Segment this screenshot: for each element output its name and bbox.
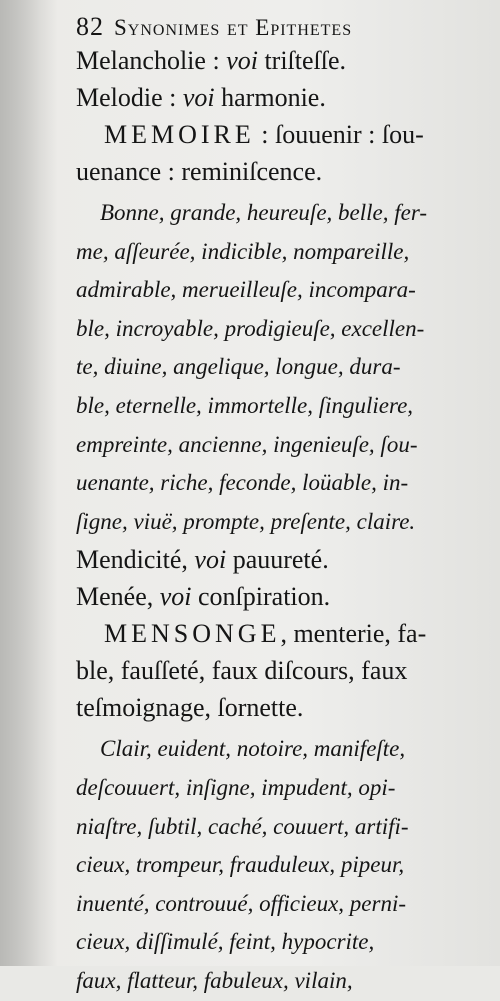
- epithet-line: cieux, trompeur, frauduleux, pipeur,: [76, 852, 405, 878]
- epithet-line: me, aſſeurée, indicible, nompareille,: [76, 238, 410, 264]
- headword-memoire: MEMOIRE: [104, 120, 255, 149]
- epithet-line: admirable, merueilleuſe, incompara-: [76, 277, 416, 303]
- epithet-line: Bonne, grande, heureuſe, belle, fer-: [100, 200, 427, 225]
- entry-mensonge: MENSONGE, menterie, fa- ble, fauſſeté, faux diſcours, faux teſmoignage, ſornette. Clair, euident, notoire, manifeſte, deſcouuert, inſigne, impudent, opi- niaſtre, ſubtil, caché, couuert, artifi- cieux, trompeur, frauduleux, pipeur, inuenté, controuué, officieux, perni- cieux, diſſimulé, feint, hypocrite, faux, flatteur, fabuleux, vilain,: [76, 615, 490, 1000]
- gutter-shadow: [0, 0, 58, 966]
- entry-melancholie: Melancholie : voi triſteſſe.: [76, 46, 347, 75]
- running-title: Synonimes et Epithetes: [114, 15, 353, 40]
- entry-mendicite: Mendicité, voi pauureté.: [76, 545, 329, 575]
- entry-menee: Menée, voi conſpiration.: [76, 582, 331, 612]
- page-number: 82: [76, 12, 104, 41]
- epithet-line: Clair, euident, notoire, manifeſte,: [100, 736, 406, 762]
- epithet-line: deſcouuert, inſigne, impudent, opi-: [76, 774, 396, 800]
- running-header: [76, 12, 490, 42]
- epithet-line: ſigne, viuë, prompte, preſente, claire.: [76, 508, 416, 534]
- entry-memoire: MEMOIRE : ſouuenir : ſou- uenance : reminiſcence. Bonne, grande, heureuſe, belle, fer- me, aſſeurée, indicible, nompareille, admirable, merueilleuſe, incompara- ble, incroyable, prodigieuſe, excellen- te, diuine, angelique, longue, dura- ble, eternelle, immortelle, ſinguliere, empreinte, ancienne, ingenieuſe, ſou- uenante, riche, feconde, loüable, in- ſigne, viuë, prompte, preſente, claire.: [76, 116, 490, 541]
- headword-mensonge: MENSONGE: [104, 619, 281, 649]
- epithet-line: empreinte, ancienne, ingenieuſe, ſou-: [76, 431, 418, 457]
- epithet-line: faux, flatteur, fabuleux, vilain,: [76, 967, 353, 993]
- epithet-line: uenante, riche, feconde, loüable, in-: [76, 470, 409, 496]
- epithet-line: te, diuine, angelique, longue, dura-: [76, 354, 401, 380]
- entry-melodie: Melodie : voi harmonie.: [76, 83, 326, 112]
- epithet-line: ble, incroyable, prodigieuſe, excellen-: [76, 315, 425, 341]
- epithet-line: ble, eternelle, immortelle, ſinguliere,: [76, 392, 414, 418]
- epithet-line: niaſtre, ſubtil, caché, couuert, artifi-: [76, 813, 409, 839]
- epithet-line: inuenté, controuué, officieux, perni-: [76, 890, 406, 916]
- epithet-line: cieux, diſſimulé, feint, hypocrite,: [76, 929, 375, 955]
